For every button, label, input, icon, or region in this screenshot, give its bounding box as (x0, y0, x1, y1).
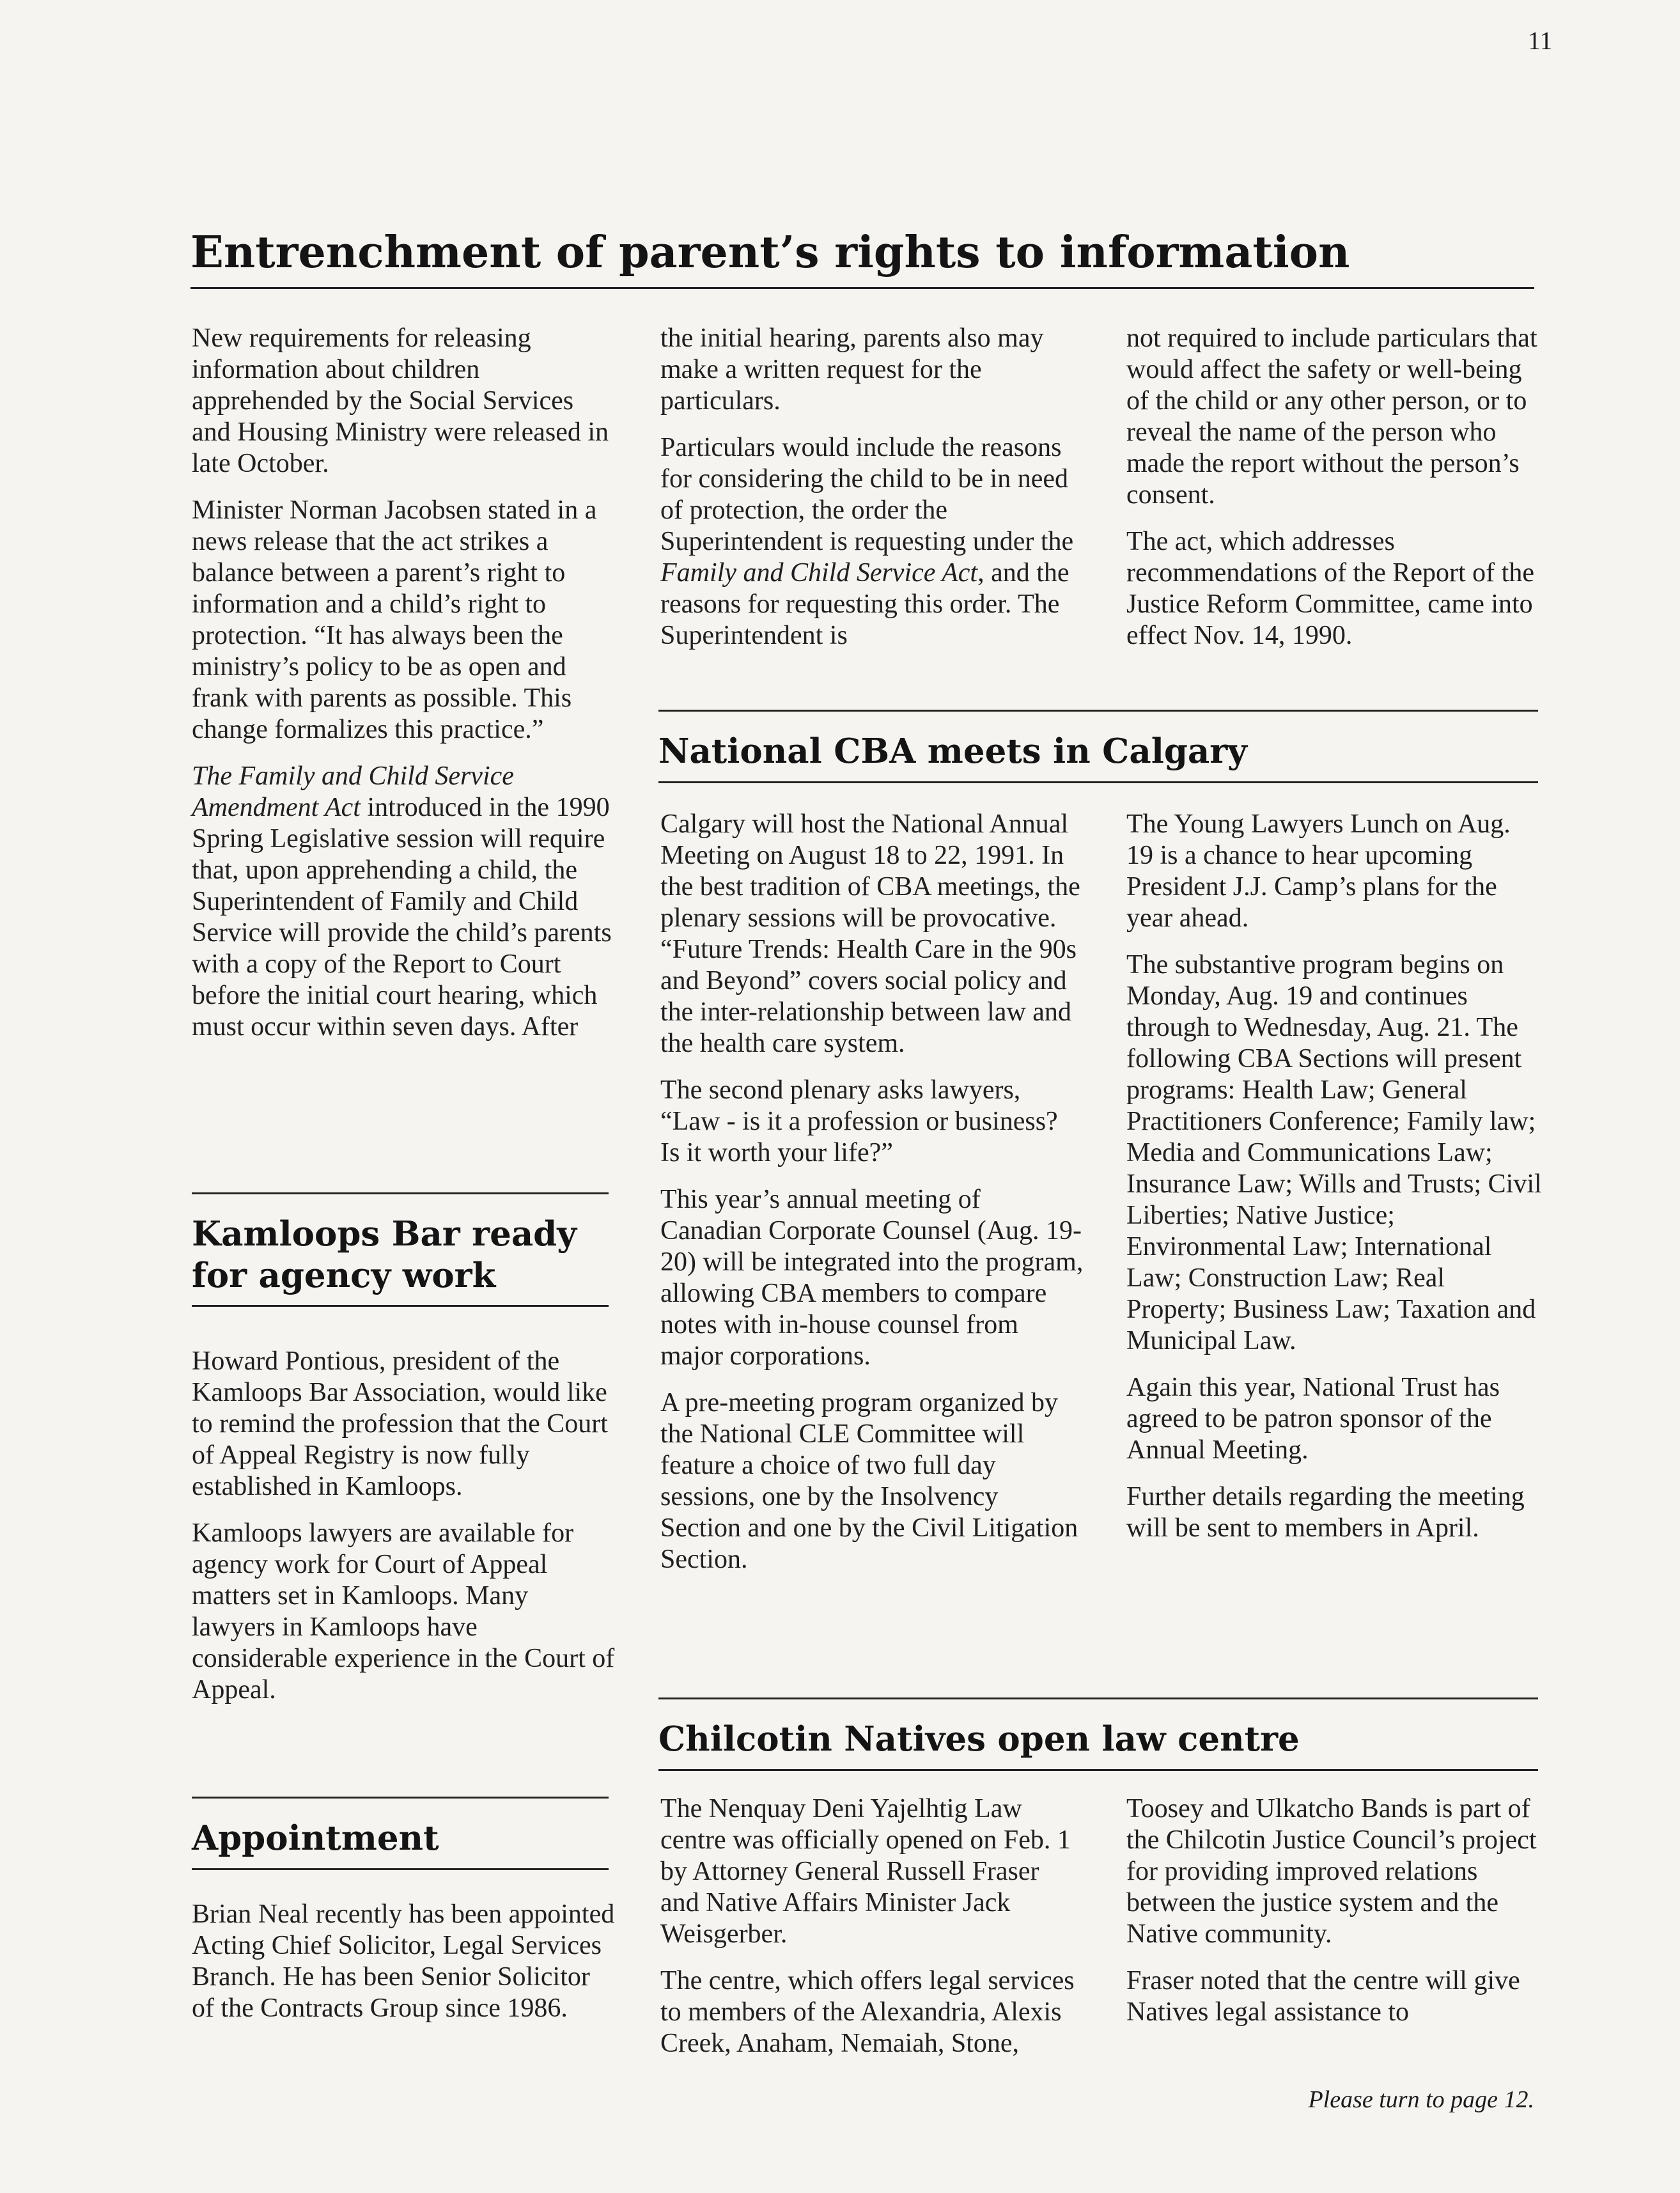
act-title-italic: The Family and Child Service Amendment Act (192, 761, 514, 822)
cba-paragraph: The second plenary asks lawyers, “Law - is it a profession or business? Is it worth your life?” (660, 1075, 1058, 1167)
cba-paragraph: The Young Lawyers Lunch on Aug. 19 is a chance to hear upcoming President J.J. Camp’s plans for the year ahead. (1126, 809, 1511, 933)
kamloops-column (192, 1346, 615, 1721)
act-title-italic: Family and Child Service Act (660, 558, 978, 588)
chilcotin-paragraph: The Nenquay Deni Yajelhtig Law centre was officially opened on Feb. 1 by Attorney General Russell Fraser and Native Affairs Minister Jack Weisgerber. (660, 1794, 1071, 1949)
page-number: 11 (1528, 26, 1553, 55)
chilcotin-column-3 (1126, 1793, 1542, 2043)
cba-paragraph: This year’s annual meeting of Canadian Corporate Counsel (Aug. 19-20) will be integrated into the program, allowing CBA members to compare notes with in-house counsel from major corporations. (660, 1185, 1084, 1371)
chilcotin-paragraph: The centre, which offers legal services to members of the Alexandria, Alexis Creek, Anaham, Nemaiah, Stone, (660, 1966, 1075, 2058)
entrenchment-paragraph (192, 761, 615, 1043)
paragraph-text: Particulars would include the reasons for considering the child to be in need of protection, the order the Superintendent is requesting under the (660, 433, 1074, 556)
cba-paragraph: Again this year, National Trust has agreed to be patron sponsor of the Annual Meeting. (1126, 1373, 1500, 1465)
entrenchment-title: Entrenchment of parent’s rights to information (191, 227, 1534, 289)
chilcotin-title: Chilcotin Natives open law centre (658, 1697, 1538, 1771)
entrenchment-column-3 (1126, 323, 1542, 667)
kamloops-paragraph: Kamloops lawyers are available for agency work for Court of Appeal matters set in Kamloops. Many lawyers in Kamloops have considerable experience in the Court of Appeal. (192, 1518, 615, 1705)
chilcotin-paragraph: Toosey and Ulkatcho Bands is part of the Chilcotin Justice Council’s project for providing improved relations between the justice system and the Native community. (1126, 1794, 1537, 1949)
cba-paragraph: Calgary will host the National Annual Meeting on August 18 to 22, 1991. In the best tradition of CBA meetings, the plenary sessions will be provocative. “Future Trends: Health Care in the 90s and Beyond” covers social policy and the inter-relationship between law and the health care system. (660, 809, 1080, 1058)
cba-paragraph: Further details regarding the meeting will be sent to members in April. (1126, 1482, 1525, 1543)
chilcotin-paragraph: Fraser noted that the centre will give Natives legal assistance to (1126, 1966, 1520, 2027)
entrenchment-paragraph: New requirements for releasing information about children apprehended by the Social Services and Housing Ministry were released in late October. (192, 324, 609, 478)
appointment-column (192, 1899, 615, 2040)
cba-paragraph: The substantive program begins on Monday, Aug. 19 and continues through to Wednesday, Aug. 21. The following CBA Sections will present programs: Health Law; General Practitioners Conference; Family law; Media and Communications Law; Insurance Law; Wills and Trusts; Civil Liberties; Native Justice; Environmental Law; International Law; Construction Law; Real Property; Business Law; Taxation and Municipal Law. (1126, 950, 1542, 1355)
paragraph-text: introduced in the 1990 Spring Legislative session will require that, upon apprehending a child, the Superintendent of Family and Child Service will provide the child’s parents with a copy of the Report to Court before the initial court hearing, which must occur within seven days. After (192, 793, 612, 1042)
cba-title: National CBA meets in Calgary (658, 710, 1538, 783)
entrenchment-column-1 (192, 323, 615, 1058)
appointment-title: Appointment (192, 1797, 609, 1870)
entrenchment-paragraph (660, 432, 1084, 652)
entrenchment-paragraph: not required to include particulars that would affect the safety or well-being of the child or any other person, or to reveal the name of the person who made the report without the person’s consent. (1126, 324, 1537, 510)
cba-column-3 (1126, 809, 1542, 1559)
cba-column-2 (660, 809, 1084, 1591)
paragraph-text: , and the reasons for requesting this order. The Superintendent is (660, 558, 1069, 650)
chilcotin-column-2 (660, 1793, 1084, 2075)
appointment-paragraph: Brian Neal recently has been appointed Acting Chief Solicitor, Legal Services Branch. He has been Senior Solicitor of the Contracts Group since 1986. (192, 1900, 615, 2023)
entrenchment-paragraph: the initial hearing, parents also may make a written request for the particulars. (660, 324, 1044, 416)
entrenchment-column-2 (660, 323, 1084, 667)
cba-paragraph: A pre-meeting program organized by the National CLE Committee will feature a choice of two full day sessions, one by the Insolvency Section and one by the Civil Litigation Section. (660, 1388, 1078, 1574)
entrenchment-paragraph: The act, which addresses recommendations of the Report of the Justice Reform Committee, came into effect Nov. 14, 1990. (1126, 527, 1534, 650)
continued-note: Please turn to page 12. (1308, 2086, 1534, 2113)
entrenchment-paragraph: Minister Norman Jacobsen stated in a news release that the act strikes a balance between a parent’s right to information and a child’s right to protection. “It has always been the ministry’s policy to be as open and frank with parents as possible. This change formalizes this practice.” (192, 496, 597, 744)
kamloops-title: Kamloops Bar ready for agency work (192, 1192, 609, 1307)
kamloops-paragraph: Howard Pontious, president of the Kamloops Bar Association, would like to remind the profession that the Court of Appeal Registry is now fully established in Kamloops. (192, 1346, 608, 1501)
